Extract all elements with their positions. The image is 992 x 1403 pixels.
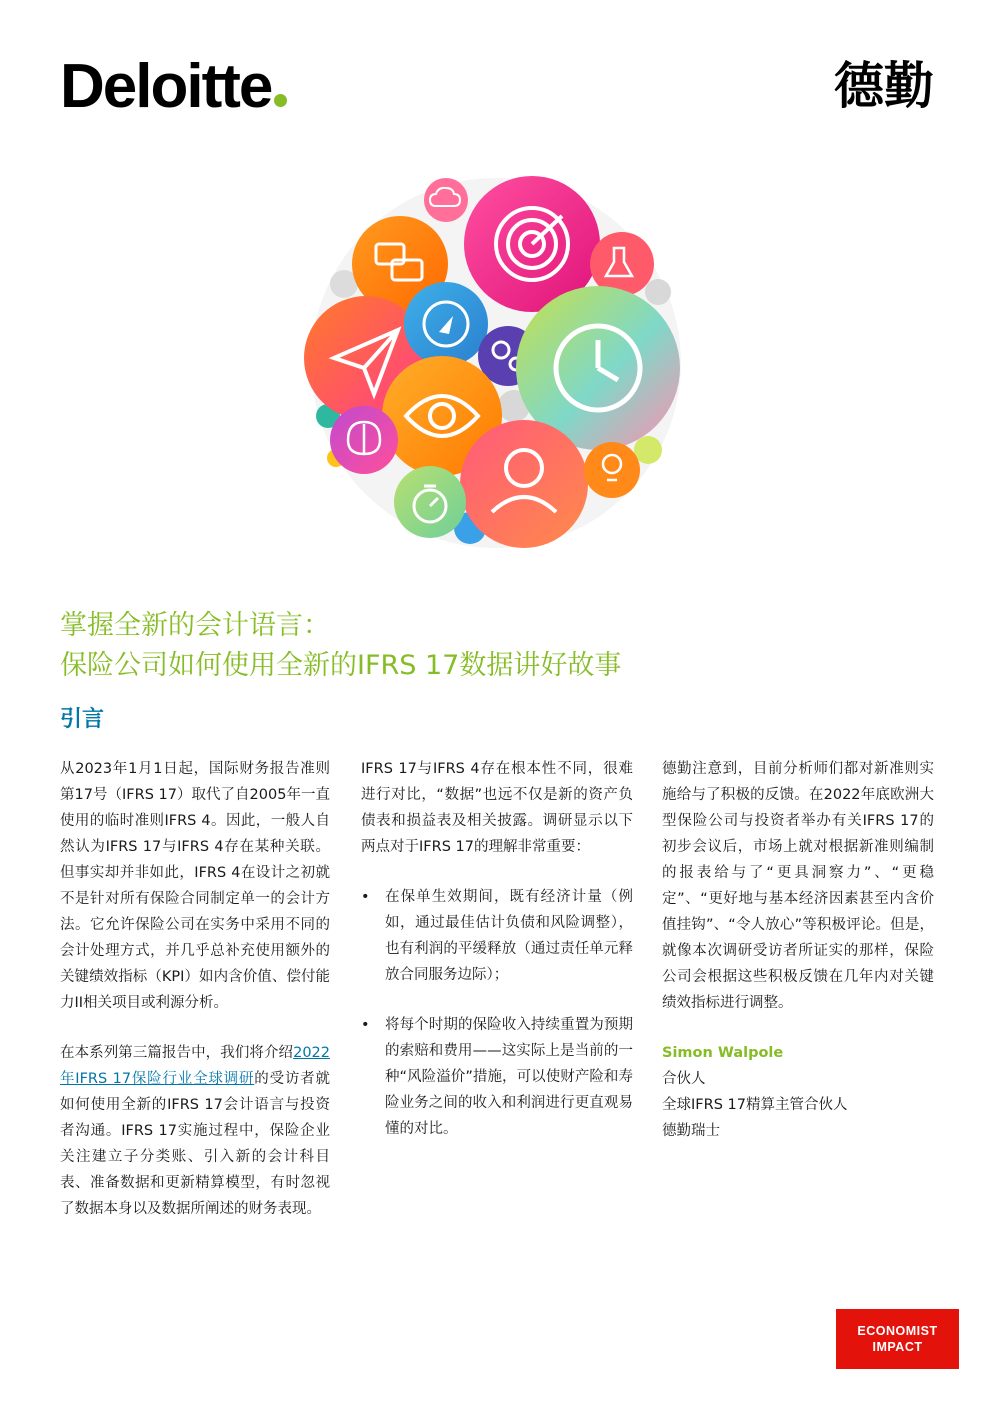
author-name: Simon Walpole xyxy=(662,1045,784,1061)
logo-chinese: 德勤 xyxy=(834,57,934,115)
survey-paragraph xyxy=(60,1040,330,1222)
bullet-icon: • xyxy=(361,889,370,905)
feedback-paragraph: 德勤注意到，目前分析师们都对新准则实施给与了积极的反馈。在2022年底欧洲大型保险公司与投资者举办有关IFRS 17的初步会议后，市场上就对根据新准则编制的报表给与了“更具洞察力”、“更稳定”、“更好地与基本经济因素甚至内含价值挂钩”、“令人放心”等积极评论。但是，就像本次调研受访者所证实的那样，保险公司会根据这些积极反馈在几年内对关键绩效指标进行调整。 xyxy=(662,761,934,1011)
list-item-text: 将每个时期的保险收入持续重置为预期的索赔和费用——这实际上是当前的一种“风险溢价”措施，可以使财产险和寿险业务之间的收入和利润进行更直观易懂的对比。 xyxy=(385,1017,633,1137)
economist-impact-badge xyxy=(836,1309,959,1369)
logo-text: Deloitte xyxy=(60,52,272,121)
key-points-list xyxy=(361,884,633,1142)
lightbulb-icon xyxy=(584,442,640,498)
cloud-5g-icon xyxy=(424,178,468,222)
logo-dot xyxy=(274,94,287,107)
column-1 xyxy=(60,756,330,1246)
intro-paragraph: 从2023年1月1日起，国际财务报告准则第17号（IFRS 17）取代了自2005年一直使用的临时准则IFRS 4。因此，一般人自然认为IFRS 17与IFRS 4存在某种关联。但事实却并非如此，IFRS 4在设计之初就不是针对所有保险合同制定单一的会计方法。它允许保险公司在实务中采用不同的会计处理方式，并几乎总补充使用额外的关键绩效指标（KPI）如内含价值、偿付能力II相关项目或利源分析。 xyxy=(60,761,330,1011)
section-heading: 引言 xyxy=(60,707,105,732)
badge-line-2: IMPACT xyxy=(872,1340,923,1354)
deloitte-logo xyxy=(60,52,287,122)
user-icon xyxy=(460,420,588,548)
stopwatch-icon xyxy=(394,466,466,538)
author-role: 合伙人 xyxy=(662,1071,706,1087)
comparison-paragraph: IFRS 17与IFRS 4存在根本性不同，很难进行对比，“数据”也远不仅是新的资产负债表和损益表及相关披露。调研显示以下两点对于IFRS 17的理解非常重要： xyxy=(361,761,633,855)
title-line-1: 掌握全新的会计语言： xyxy=(60,610,330,641)
hero-illustration xyxy=(296,168,696,558)
list-item xyxy=(361,884,633,988)
badge-line-1: ECONOMIST xyxy=(857,1324,938,1338)
brain-icon xyxy=(330,406,398,474)
survey-text-post: 的受访者就如何使用全新的IFRS 17会计语言与投资者沟通。IFRS 17实施过程中，保险企业关注建立子分类账、引入新的会计科目表、准备数据和更新精算模型，有时忽视了数据本身以及数据所阐述的财务表现。 xyxy=(60,1071,330,1217)
bullet-icon: • xyxy=(361,1017,370,1033)
compass-icon xyxy=(404,282,488,366)
title-line-2: 保险公司如何使用全新的IFRS 17数据讲好故事 xyxy=(60,650,622,681)
column-3 xyxy=(662,756,934,1144)
survey-link[interactable]: 2022年IFRS 17保险行业全球调研 xyxy=(60,1045,330,1087)
author-block xyxy=(662,1040,934,1144)
page-title xyxy=(60,606,940,686)
list-item-text: 在保单生效期间，既有经济计量（例如，通过最佳估计负债和风险调整），也有利润的平缓释放（通过责任单元释放合同服务边际）； xyxy=(385,889,633,983)
survey-text-pre: 在本系列第三篇报告中，我们将介绍 xyxy=(60,1045,294,1061)
author-title: 全球IFRS 17精算主管合伙人 xyxy=(662,1097,848,1113)
column-2 xyxy=(361,756,633,1166)
author-office: 德勤瑞士 xyxy=(662,1123,720,1139)
list-item xyxy=(361,1012,633,1142)
